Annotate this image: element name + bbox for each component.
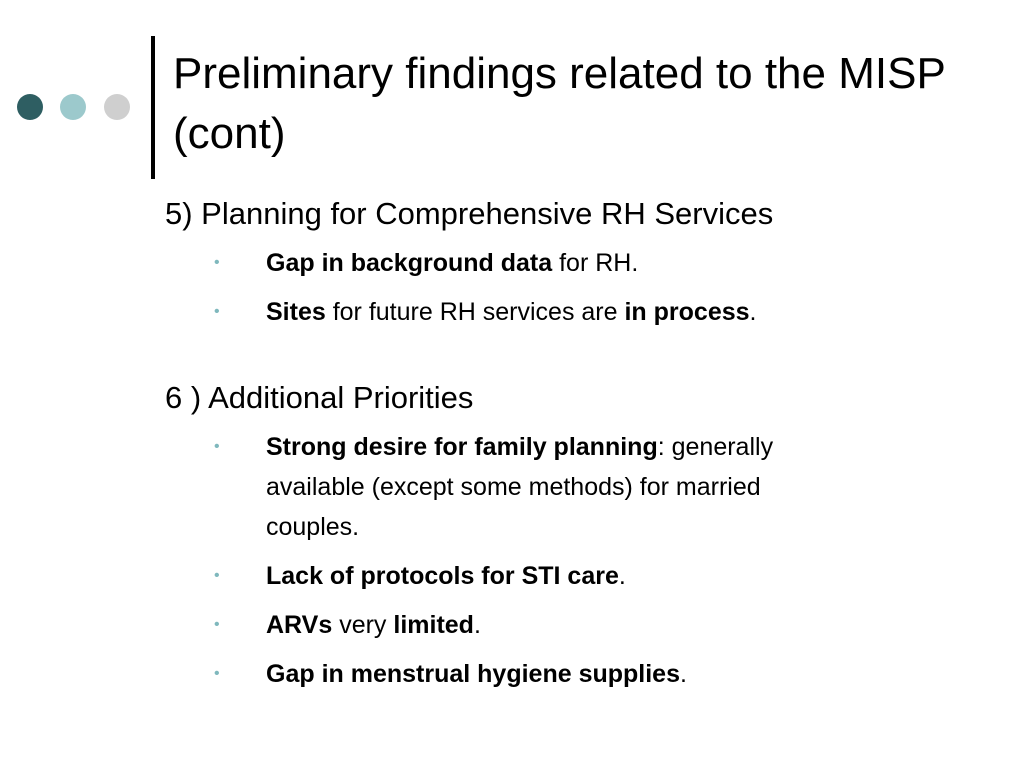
decorative-dot-dark [17,94,43,120]
bullet-text-bold: ARVs [266,611,333,639]
bullet-icon: • [214,567,220,584]
section-heading: 5) Planning for Comprehensive RH Services [165,196,774,231]
bullet-item [165,243,811,283]
bullet-text-bold: limited [393,611,474,639]
bullet-text: . [749,298,757,326]
slide-title: Preliminary findings related to the MISP (cont) [173,49,945,158]
bullet-item [165,292,811,332]
bullet-icon: • [214,665,220,682]
bullet-icon: • [214,303,220,320]
bullet-item [165,556,811,596]
section-planning [165,193,985,341]
bullet-text: . [618,562,626,590]
title-divider-bar [151,36,155,179]
bullet-text: . [680,660,687,688]
bullet-text: for future RH services are [325,298,625,326]
bullet-text-bold: Sites [266,298,326,326]
bullet-item [165,427,811,547]
bullet-text: for RH. [552,249,639,277]
bullet-text-bold: Lack of protocols for STI care [266,562,619,590]
section-heading: 6 ) Additional Priorities [165,380,474,415]
bullet-text-bold: Gap in menstrual hygiene supplies [266,660,680,688]
decorative-dot-mid [60,94,86,120]
bullet-icon: • [214,616,220,633]
bullet-text: . [473,611,481,639]
bullet-text-bold: Strong desire for family planning [266,433,658,461]
bullet-text-bold: Gap in background data [266,249,553,277]
bullet-icon: • [214,438,220,455]
bullet-item [165,654,811,694]
bullet-text: very [332,611,394,639]
bullet-text: : generally available (except some methods) for married couples. [266,433,774,541]
bullet-list [165,243,985,332]
bullet-list [165,427,985,694]
bullet-item [165,605,811,645]
section-additional-priorities [165,377,985,703]
bullet-icon: • [214,254,220,271]
bullet-text-bold: in process [624,298,750,326]
decorative-dot-light [104,94,130,120]
